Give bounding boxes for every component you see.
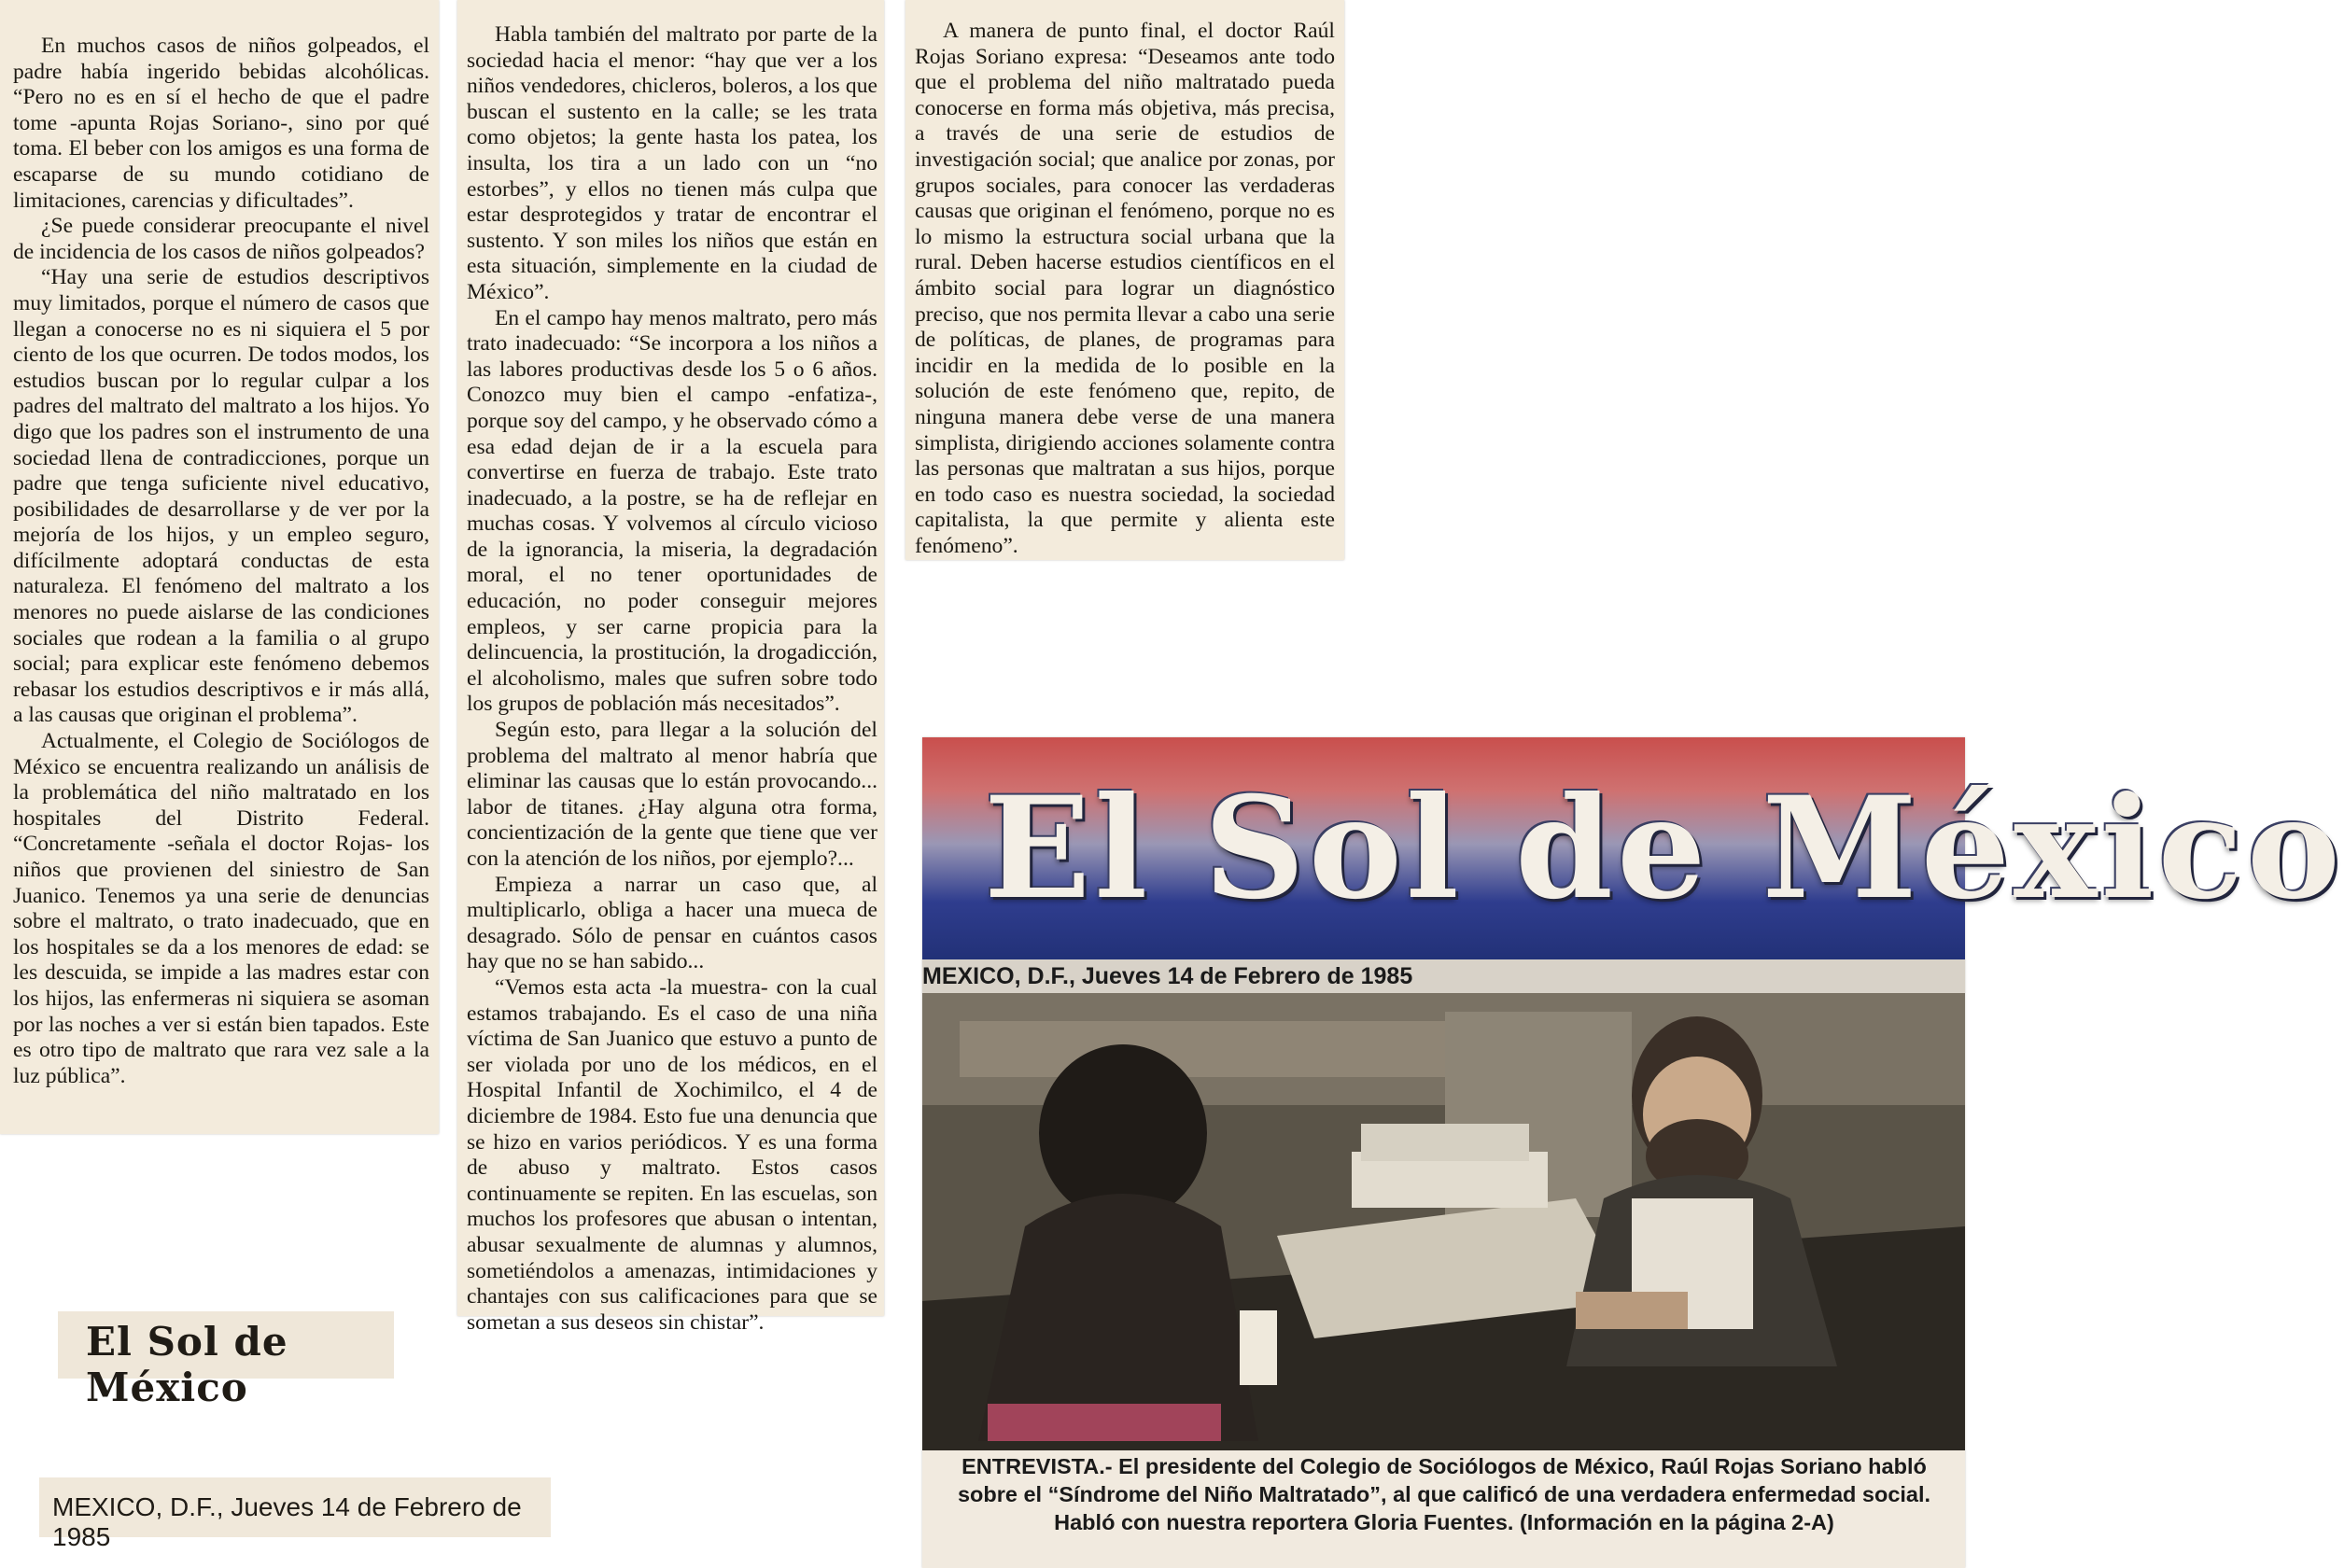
paragraph: En el campo hay menos maltrato, pero más trato inadecuado: “Se incorpora a los niños a las labores productivas desde los 5 o 6 años. Conozco muy bien el campo -enfatiza-, porque soy del campo, y he observado cómo a esa edad dejan de ir a la escuela para convertirse en fuerza de trabajo. Este trato inadecuado, a la postre, se ha de reflejar en muchas cosas. Y volvemos al círculo vicioso de la ignorancia, la miseria, la degradación moral, el no tener oportunidades de educación, no poder conseguir mejores empleos, y ser carne propicia para la delincuencia, la prostitución, la drogadicción, el alcoholismo, males que sufren sobre todo los grupos de población más necesitados”. (467, 305, 877, 717)
article-column-1 (13, 34, 429, 1089)
paragraph: A manera de punto final, el doctor Raúl Rojas Soriano expresa: “Deseamos ante todo que el problema del niño maltratado pueda conocerse en forma más objetiva, más precisa, a través de una serie de estudios de investigación social; que analice por zonas, por grupos sociales, para conocer las verdaderas causas que originan el fenómeno, porque no es lo mismo la estructura social urbana que la rural. Deben hacerse estudios científicos en el ámbito social para lograr un diagnóstico preciso, que nos permita llevar a cabo una serie de políticas, de planes, de programas para incidir en la medida de lo posible en la solución de este fenómeno que, repito, de ninguna manera debe verse de una manera simplista, dirigiendo acciones solamente contra las personas que maltratan a sus hijos, porque en todo caso es nuestra sociedad, la sociedad capitalista, la que permite y alienta este fenómeno”. (915, 19, 1335, 558)
dateline-text: MEXICO, D.F., Jueves 14 de Febrero de 1985 (922, 963, 1413, 989)
photo-clipping (922, 737, 2344, 1568)
article-column-3 (915, 19, 1335, 559)
stamp-dateline-box (39, 1477, 551, 1551)
masthead-title: El Sol de México (984, 766, 2344, 931)
masthead-banner (922, 737, 2344, 959)
stamp-dateline: MEXICO, D.F., Jueves 14 de Febrero de 1985 (52, 1492, 522, 1551)
masthead-stamp (58, 1311, 394, 1410)
paragraph: ¿Se puede considerar preocupante el nivel de incidencia de los casos de niños golpeados? (13, 214, 429, 264)
paragraph: En muchos casos de niños golpeados, el padre había ingerido bebidas alcohólicas. “Pero no es en sí el hecho de que el padre tome -apunta Rojas Soriano-, sino por qué toma. El beber con los amigos es una forma de escaparse de su mundo cotidiano de limitaciones, carencias y dificultades”. (13, 34, 429, 213)
paragraph: Empieza a narrar un caso que, al multiplicarlo, obliga a hacer una mueca de desagrado. Sólo de pensar en cuántos casos hay que no se han sabido... (467, 872, 877, 974)
interview-photo (922, 993, 1965, 1450)
photo-caption: ENTREVISTA.- El presidente del Colegio de Sociólogos de México, Raúl Rojas Soriano habló sobre el “Síndrome del Niño Maltratado”, al que calificó de una verdadera enfermedad social. Habló con nuestra reportera Gloria Fuentes. (Información en la página 2-A) (957, 1454, 1931, 1534)
paragraph: Actualmente, el Colegio de Sociólogos de México se encuentra realizando un análisis de la problemática del niño maltratado en los hospitales del Distrito Federal. “Concretamente -señala el doctor Rojas- los niños que provienen del siniestro de San Juanico. Tenemos ya una serie de denuncias sobre el maltrato, o trato inadecuado, que en los hospitales se da a los menores de edad: se les descuida, se impide a las madres estar con los hijos, las enfermeras ni siquiera se asoman por las noches a ver si están bien tapados. Este es otro tipo de maltrato que rara vez sale a la luz pública”. (13, 729, 429, 1088)
article-clipping-middle (457, 0, 884, 1335)
paragraph: Según esto, para llegar a la solución del problema del maltrato al menor habría que eliminar las causas que lo están provocando... labor de titanes. ¿Hay alguna otra forma, concientización de la gente que tiene que ver con la atención de los niños, por ejemplo?... (467, 718, 877, 871)
paragraph: “Hay una serie de estudios descriptivos muy limitados, porque el número de casos que llegan a conocerse no es ni siquiera el 5 por ciento de los que ocurren. De todos modos, los estudios buscan por lo regular culpar a los padres del maltrato del maltrato a los hijos. Yo digo que los padres son el instrumento de una sociedad llena de contradicciones, porque un padre que tenga suficiente nivel educativo, posibilidades de desarrollarse y de ver por la mejoría de los hijos, y un empleo seguro, difícilmente adoptará conductas de esta naturaleza. El fenómeno del maltrato a los menores no puede aislarse de las condiciones sociales que rodean a la familia o al grupo social; para explicar este fenómeno debemos rebasar los estudios descriptivos e ir más allá, a las causas que originan el problema”. (13, 265, 429, 728)
stamp-title: El Sol de México (86, 1319, 288, 1410)
article-clipping-left (0, 0, 439, 1134)
masthead-dateline (922, 959, 1965, 993)
article-column-2 (467, 22, 877, 1336)
article-clipping-right (905, 0, 1344, 560)
paragraph: Habla también del maltrato por parte de la sociedad hacia el menor: “hay que ver a los niños vendedores, chicleros, boleros, a los que buscan el sustento en la calle; se les trata como objetos; la gente hasta los patea, los insulta, los tira a un lado con un “no estorbes”, y ellos no tienen más culpa que estar desprotegidos y tratar de encontrar el sustento. Y son miles los niños que están en esta situación, simplemente en la ciudad de México”. (467, 22, 877, 304)
paragraph: “Vemos esta acta -la muestra- con la cual estamos trabajando. Es el caso de una niña víctima de San Juanico que estuvo a punto de ser violada por uno de los médicos, en el Hospital Infantil de Xochimilco, el 4 de diciembre de 1984. Esto fue una denuncia que se hizo en varios periódicos. Y es una forma de abuso y maltrato. Estos casos continuamente se repiten. En las escuelas, son muchos los profesores que abusan o intentan, abusar sexualmente de alumnas y alumnos, sometiéndolos a amenazas, intimidaciones y chantajes con sus calificaciones para que se sometan a sus deseos sin chistar”. (467, 974, 877, 1335)
interview-photo-image (922, 993, 1965, 1450)
